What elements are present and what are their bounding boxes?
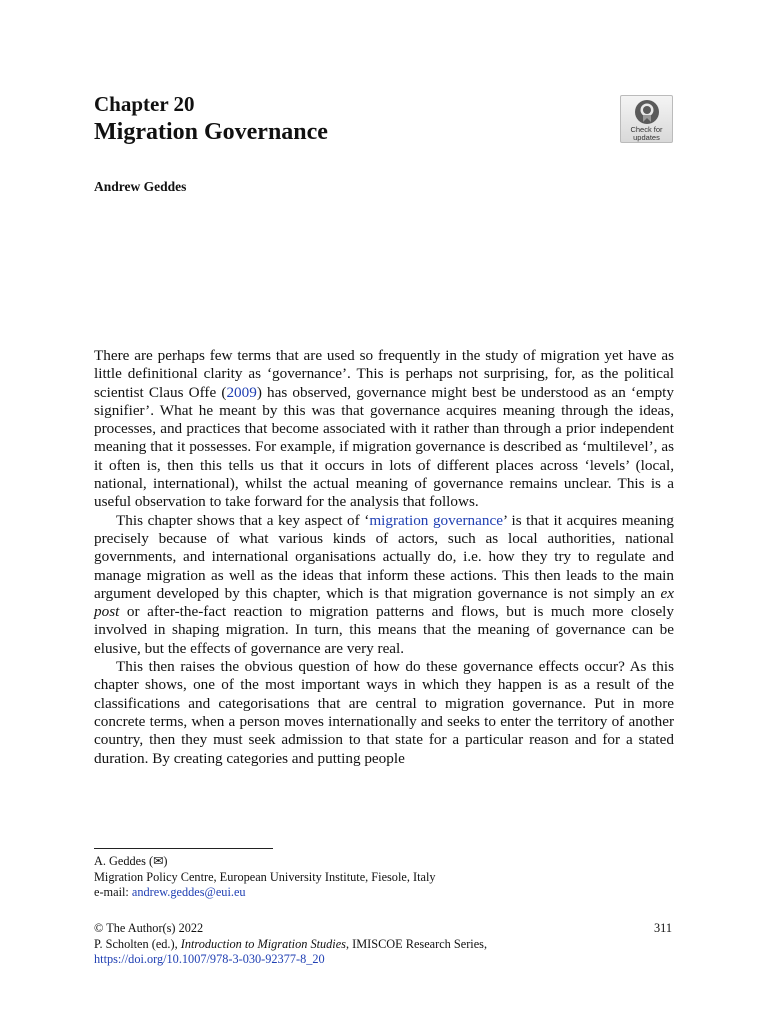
series-name: , IMISCOE Research Series, [345, 936, 488, 951]
migration-governance-link[interactable]: migration governance [369, 511, 503, 529]
footnote-affiliation: Migration Policy Centre, European University Institute, Fiesole, Italy [94, 869, 436, 884]
envelope-icon[interactable]: ✉ [153, 854, 164, 868]
copyright-line: © The Author(s) 2022 [94, 921, 204, 935]
book-title: Introduction to Migration Studies [180, 936, 346, 951]
paragraph-2-start: This chapter shows that a key aspect of ‘ [116, 511, 370, 529]
footnote-divider [94, 848, 273, 849]
paragraph-3: This then raises the obvious question of how do these governance effects occur? As this chapter shows, one of the most important ways in which they happen is as a result of the classifications and categorisations that are central to migration governance. Put in more concrete terms, when a person moves internationally and seeks to enter the territory of another country, then they must seek admission to that state for a particular reason and for a stated duration. By creating categories and putting people [94, 658, 674, 767]
crossmark-icon [634, 99, 660, 125]
page-number: 311 [654, 921, 672, 935]
paragraph-1-rest: ) has observed, governance might best be understood as an ‘empty signifier’. What he meant by this was that governance acquires meaning through the ideas, processes, and practices that become associated with it rather than through a prior independent meaning that it possesses. For example, if migration governance is described as ‘multilevel’, as it often is, then this tells us that it occurs in lots of different places across ‘levels’ (local, national, international), whilst the actual meaning of governance remains unclear. This is a useful observation to take forward for the analysis that follows. [94, 383, 674, 511]
email-link[interactable]: andrew.geddes@eui.eu [131, 885, 246, 899]
paragraph-1-text: There are perhaps few terms that are used so frequently in the study of migration yet have as little definitional clarity as ‘governance’. This is perhaps not surprising, for, as the political scientist Claus Offe ( [94, 347, 674, 401]
chapter-title: Migration Governance [94, 119, 328, 145]
paragraph-2-end: or after-the-fact reaction to migration patterns and flows, but is much more closely involved in shaping migration. In turn, this means that the meaning of governance can be elusive, but the effects of governance are very real. [94, 603, 674, 657]
author-name: Andrew Geddes [94, 179, 187, 194]
body-text [94, 347, 674, 768]
check-for-updates-badge[interactable] [620, 95, 673, 143]
citation-link[interactable]: 2009 [226, 383, 257, 401]
paragraph-2-italic: ex post [94, 584, 674, 621]
footnote-author-line [94, 854, 674, 870]
footnote-author-close: ) [163, 854, 168, 868]
citation-line [94, 937, 674, 953]
footnote [94, 854, 674, 901]
paragraph-2 [94, 512, 674, 658]
footnote-author: A. Geddes ( [94, 854, 154, 868]
paragraph-2-mid: ’ is that it acquires meaning precisely because of what various kinds of actors, such as local authorities, national governments, and international organisations actually do, i.e. how they try to regulate and manage migration as well as the ideas that inform these actions. This then leads to the main argument developed by this chapter, which is that migration governance is not simply an [94, 511, 674, 602]
email-label: e-mail: [94, 885, 132, 899]
footnote-email-line [94, 885, 674, 901]
citation-editor: P. Scholten (ed.), [94, 936, 181, 951]
copyright-block [94, 921, 674, 968]
doi-link[interactable]: https://doi.org/10.1007/978-3-030-92377-8_20 [94, 952, 325, 966]
badge-text: Check for updates [630, 125, 663, 142]
chapter-label: Chapter 20 [94, 92, 195, 116]
paragraph-1 [94, 347, 674, 512]
